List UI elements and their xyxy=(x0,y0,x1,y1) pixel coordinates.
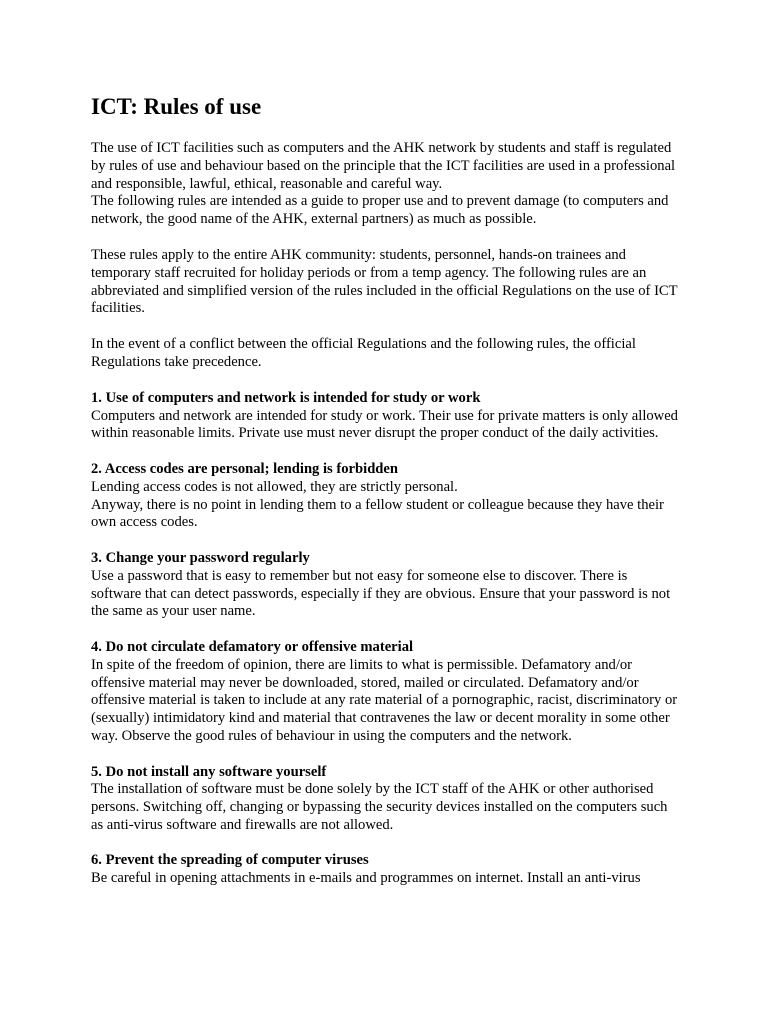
rule-section-5 xyxy=(91,764,681,835)
spacer xyxy=(91,229,681,247)
rule-section-4 xyxy=(91,639,681,746)
rule-text: Lending access codes is not allowed, they are strictly personal. xyxy=(91,478,458,495)
intro-paragraph-2: The following rules are intended as a guide to proper use and to prevent damage (to computers and network, the good name of the AHK, external partners) as much as possible. xyxy=(91,193,669,228)
page-title: ICT: Rules of use xyxy=(91,94,262,119)
spacer xyxy=(91,372,681,390)
rule-text: In spite of the freedom of opinion, there are limits to what is permissible. Defamatory and/or offensive material may never be downloaded, stored, mailed or circulated. Defamatory and/or offensive material is taken to include at any rate material of a pornographic, racist, discriminatory or (sexually) intimidatory kind and material that contravenes the law or decent morality in some other way. Observe the good rules of behaviour in using the computers and the network. xyxy=(91,656,678,744)
rule-heading: 2. Access codes are personal; lending is forbidden xyxy=(91,460,399,477)
rule-text: Use a password that is easy to remember but not easy for someone else to discover. There is software that can detect passwords, especially if they are obvious. Ensure that your password is not the same as your user name. xyxy=(91,567,671,620)
rule-heading: 3. Change your password regularly xyxy=(91,549,310,566)
rule-text: Computers and network are intended for study or work. Their use for private matters is only allowed within reasonable limits. Private use must never disrupt the proper conduct of the daily activities. xyxy=(91,407,678,442)
rule-heading: 1. Use of computers and network is intended for study or work xyxy=(91,389,481,406)
document-page xyxy=(91,92,681,906)
intro-paragraph-1: The use of ICT facilities such as computers and the AHK network by students and staff is regulated by rules of use and behaviour based on the principle that the ICT facilities are used in a professional and responsible, lawful, ethical, reasonable and careful way. xyxy=(91,140,676,192)
intro-paragraph-4: In the event of a conflict between the official Regulations and the following rules, the official Regulations take precedence. xyxy=(91,336,636,370)
rule-section-1 xyxy=(91,390,681,443)
rule-text: Anyway, there is no point in lending them to a fellow student or colleague because they have their own access codes. xyxy=(91,496,664,531)
rule-heading: 5. Do not install any software yourself xyxy=(91,763,327,780)
rule-heading: 4. Do not circulate defamatory or offensive material xyxy=(91,638,414,655)
rule-section-2 xyxy=(91,461,681,532)
intro-paragraph-3: These rules apply to the entire AHK community: students, personnel, hands-on trainees and temporary staff recruited for holiday periods or from a temp agency. The following rules are an abbreviated and simplified version of the rules included in the official Regulations on the use of ICT facilities. xyxy=(91,246,678,317)
spacer xyxy=(91,318,681,336)
rule-text: Be careful in opening attachments in e-mails and programmes on internet. Install an anti-virus xyxy=(91,870,641,887)
rule-section-3 xyxy=(91,550,681,621)
rule-heading: 6. Prevent the spreading of computer viruses xyxy=(91,852,369,869)
rule-text: The installation of software must be done solely by the ICT staff of the AHK or other authorised persons. Switching off, changing or bypassing the security devices installed on the computers such as anti-virus software and firewalls are not allowed. xyxy=(91,781,668,833)
rule-section-6 xyxy=(91,852,681,888)
